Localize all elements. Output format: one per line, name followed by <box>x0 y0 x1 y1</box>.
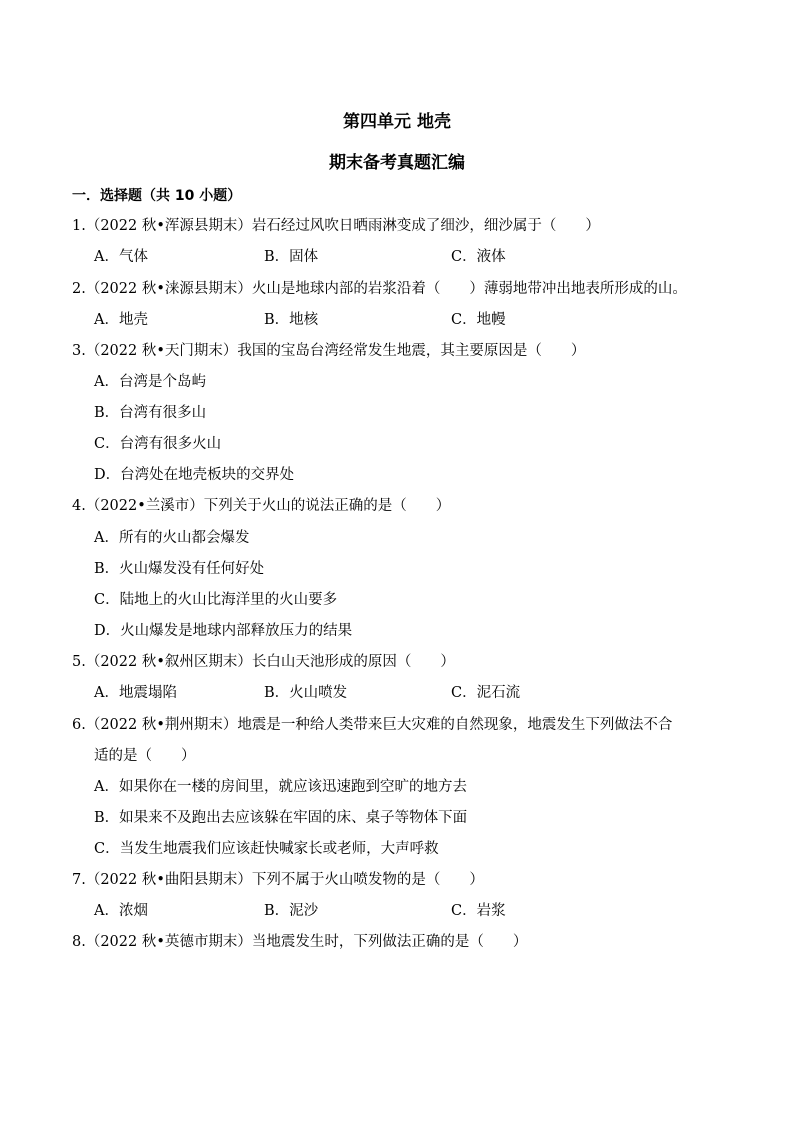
q5-option-b: B．火山喷发 <box>264 685 348 701</box>
q3-option-a: A．台湾是个岛屿 <box>94 374 206 390</box>
question-3: 3.（2022 秋•天门期末）我国的宝岛台湾经常发生地震，其主要原因是（ ） <box>72 343 586 359</box>
q4-option-d: D．火山爆发是地球内部释放压力的结果 <box>94 623 353 639</box>
page-title: 第四单元 地壳 <box>343 112 451 132</box>
question-6-continued: 适的是（ ） <box>94 748 196 764</box>
q3-option-d: D．台湾处在地壳板块的交界处 <box>94 467 295 483</box>
question-6: 6.（2022 秋•荆州期末）地震是一种给人类带来巨大灾难的自然现象，地震发生下列做法不合 <box>72 717 673 733</box>
q1-option-a: A．气体 <box>94 249 148 265</box>
page-subtitle: 期末备考真题汇编 <box>329 153 465 173</box>
q1-option-b: B．固体 <box>264 249 319 265</box>
q4-option-b: B．火山爆发没有任何好处 <box>94 561 265 577</box>
q4-option-a: A．所有的火山都会爆发 <box>94 530 250 546</box>
question-8: 8.（2022 秋•英德市期末）当地震发生时，下列做法正确的是（ ） <box>72 934 528 950</box>
question-5: 5.（2022 秋•叙州区期末）长白山天池形成的原因（ ） <box>72 654 455 670</box>
question-2: 2.（2022 秋•涞源县期末）火山是地球内部的岩浆沿着（ ）薄弱地带冲出地表所形成的山。 <box>72 281 687 297</box>
question-1: 1.（2022 秋•浑源县期末）岩石经过风吹日晒雨淋变成了细沙，细沙属于（ ） <box>72 218 600 234</box>
q6-option-b: B．如果来不及跑出去应该躲在牢固的床、桌子等物体下面 <box>94 810 468 826</box>
q3-option-b: B．台湾有很多山 <box>94 405 207 421</box>
question-4: 4.（2022•兰溪市）下列关于火山的说法正确的是（ ） <box>72 498 451 514</box>
q7-option-b: B．泥沙 <box>264 903 319 919</box>
q7-option-c: C．岩浆 <box>451 903 506 919</box>
q5-option-c: C．泥石流 <box>451 685 521 701</box>
q5-option-a: A．地震塌陷 <box>94 685 177 701</box>
q1-option-c: C．液体 <box>451 249 506 265</box>
q4-option-c: C．陆地上的火山比海洋里的火山要多 <box>94 592 338 608</box>
section-heading: 一．选择题（共 10 小题） <box>72 188 242 204</box>
q2-option-b: B．地核 <box>264 312 319 328</box>
question-7: 7.（2022 秋•曲阳县期末）下列不属于火山喷发物的是（ ） <box>72 872 484 888</box>
q6-option-a: A．如果你在一楼的房间里，就应该迅速跑到空旷的地方去 <box>94 779 467 795</box>
q2-option-c: C．地幔 <box>451 312 506 328</box>
q2-option-a: A．地壳 <box>94 312 148 328</box>
q3-option-c: C．台湾有很多火山 <box>94 436 222 452</box>
q6-option-c: C．当发生地震我们应该赶快喊家长或老师，大声呼救 <box>94 841 439 857</box>
q7-option-a: A．浓烟 <box>94 903 148 919</box>
